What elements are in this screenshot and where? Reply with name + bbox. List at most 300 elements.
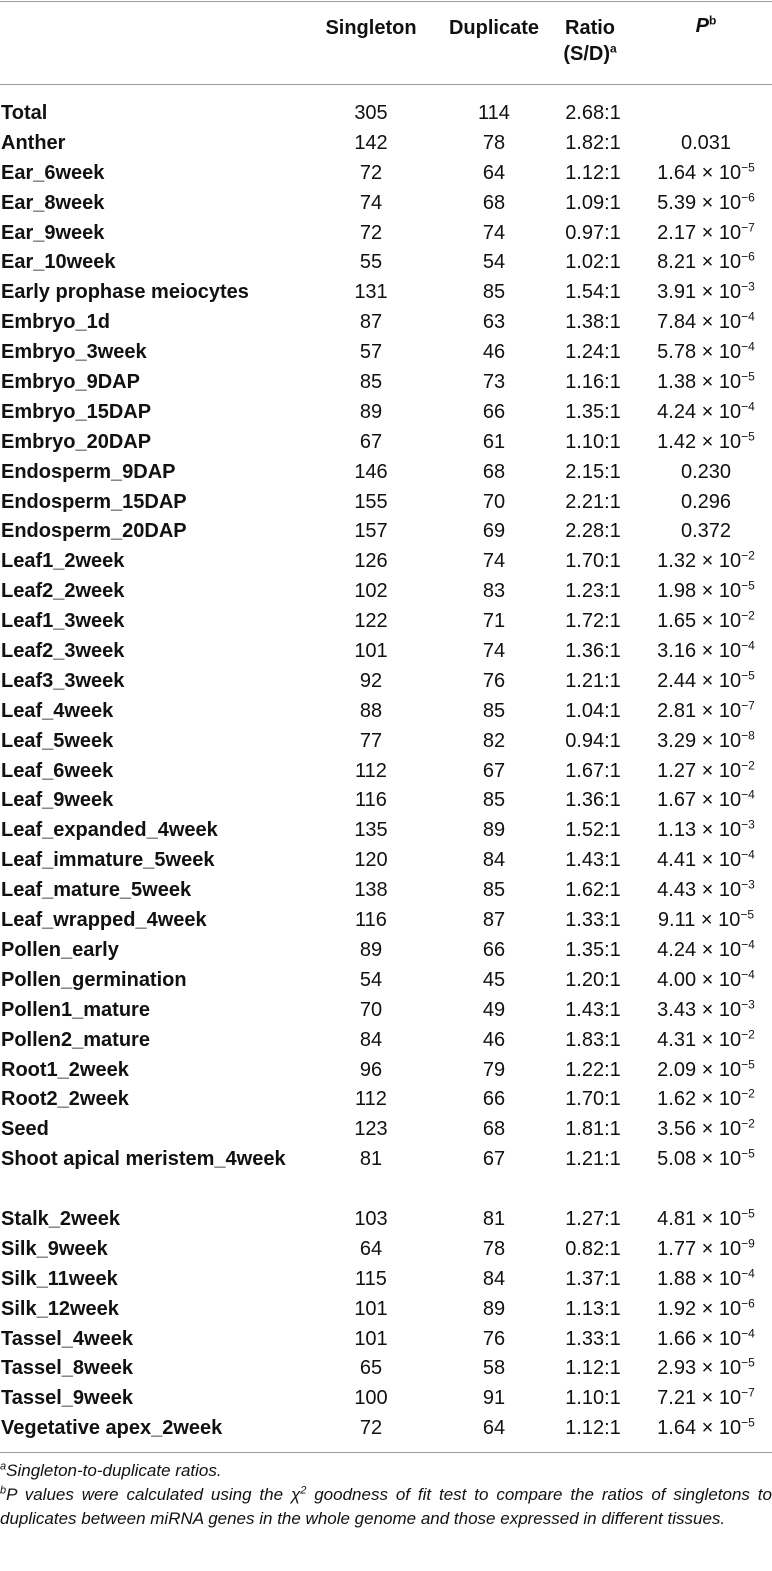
p-value-cell [640,1294,772,1324]
table-row [0,995,772,1025]
p-value-exponent: −6 [741,190,755,205]
p-value-cell [640,845,772,875]
p-value-exponent: −5 [741,1206,755,1221]
duplicate-cell: 85 [482,699,506,722]
p-value-cell [640,457,772,487]
duplicate-cell: 68 [482,1118,506,1141]
tissue-cell: Ear_9week [1,221,105,244]
header-ratio-line2: (S/D) [563,43,610,65]
p-value-mantissa: 1.77 × 10 [657,1237,742,1260]
duplicate-cell: 89 [482,819,506,842]
singleton-cell: 96 [359,1058,383,1081]
singleton-cell: 126 [354,550,388,573]
tissue-cell: Leaf3_3week [1,669,125,692]
singleton-cell: 101 [354,640,388,663]
header-ratio [550,15,630,67]
p-value-exponent: −2 [741,757,755,772]
tissue-cell: Embryo_15DAP [1,400,152,423]
ratio-cell: 1.38:1 [565,311,621,334]
duplicate-cell: 66 [482,938,506,961]
p-value-cell [640,636,772,666]
singleton-cell: 85 [359,371,383,394]
table-row [0,576,772,606]
table-row [0,427,772,457]
bottom-rule [0,1452,772,1453]
p-value-cell [640,277,772,307]
p-value-exponent: −2 [741,548,755,563]
p-value-cell [640,1383,772,1413]
duplicate-cell: 76 [482,1327,506,1350]
tissue-cell: Leaf_immature_5week [1,849,215,872]
singleton-cell: 77 [359,729,383,752]
duplicate-cell: 45 [482,968,506,991]
duplicate-cell: 84 [482,849,506,872]
p-value-mantissa: 4.24 × 10 [657,400,742,423]
duplicate-cell: 49 [482,998,506,1021]
tissue-cell: Ear_6week [1,161,105,184]
ratio-cell: 2.68:1 [565,102,621,124]
singleton-cell: 81 [359,1148,383,1171]
tissue-cell: Leaf_5week [1,729,114,752]
p-value-mantissa: 3.16 × 10 [657,640,742,663]
tissue-cell: Leaf2_3week [1,640,125,663]
singleton-cell: 72 [359,1417,383,1440]
ratio-cell: 1.36:1 [565,640,621,663]
p-value-exponent: −6 [741,1295,755,1310]
p-value-cell [640,815,772,845]
p-value-exponent: −2 [741,1026,755,1041]
tissue-cell: Anther [1,131,66,154]
p-value-mantissa: 4.00 × 10 [657,968,742,991]
singleton-cell: 100 [354,1387,388,1410]
ratio-cell: 1.02:1 [565,251,621,274]
p-value-mantissa: 7.21 × 10 [657,1387,742,1410]
table-row [0,935,772,965]
singleton-cell: 67 [359,430,383,453]
singleton-cell: 120 [354,849,388,872]
p-value-mantissa: 4.81 × 10 [657,1207,742,1230]
table-row [0,905,772,935]
singleton-cell: 103 [354,1207,388,1230]
ratio-cell: 2.28:1 [565,520,621,543]
p-value-mantissa: 2.44 × 10 [657,669,742,692]
p-value-cell [640,218,772,248]
singleton-cell: 142 [354,131,388,154]
p-value-mantissa: 1.98 × 10 [657,580,742,603]
p-value-mantissa: 7.84 × 10 [657,311,742,334]
ratio-cell: 1.04:1 [565,699,621,722]
p-value-cell [640,1084,772,1114]
footnote-b-chi: χ [290,1485,301,1504]
tissue-cell: Endosperm_15DAP [1,490,187,513]
table-row [0,247,772,277]
tissue-cell: Ear_8week [1,191,105,214]
p-value-mantissa: 1.13 × 10 [657,819,742,842]
ratio-cell: 1.33:1 [565,909,621,932]
header-duplicate: Duplicate [448,17,540,39]
p-value-mantissa: 3.91 × 10 [657,281,742,304]
header-rule [0,84,772,85]
duplicate-cell: 66 [482,1088,506,1111]
singleton-cell: 116 [355,909,387,932]
duplicate-cell: 67 [482,759,506,782]
singleton-cell: 102 [354,580,388,603]
table-row [0,1294,772,1324]
tissue-cell: Early prophase meiocytes [1,281,249,304]
tissue-cell: Silk_12week [1,1297,119,1320]
table-row [0,1234,772,1264]
p-value-mantissa: 8.21 × 10 [657,251,742,274]
p-value-exponent: −4 [741,339,755,354]
duplicate-cell: 68 [482,191,506,214]
tissue-cell: Silk_9week [1,1237,108,1260]
singleton-cell: 122 [354,610,388,633]
p-value-cell [640,247,772,277]
singleton-cell: 72 [359,161,383,184]
header-ratio-footnote-mark: a [609,41,617,56]
p-value-mantissa: 3.29 × 10 [657,729,742,752]
singleton-cell: 57 [359,341,383,364]
p-value-exponent: −2 [741,1116,755,1131]
table-row [0,367,772,397]
singleton-cell: 146 [354,460,388,483]
tissue-cell: Leaf_expanded_4week [1,819,218,842]
duplicate-cell: 89 [482,1297,506,1320]
p-value-cell [640,1353,772,1383]
singleton-cell: 92 [359,669,383,692]
table-row [0,1144,772,1204]
table-row [0,397,772,427]
p-value-exponent: −4 [741,967,755,982]
p-value-cell [640,128,772,158]
ratio-cell: 1.54:1 [565,281,621,304]
ratio-cell: 1.35:1 [565,400,621,423]
header-singleton: Singleton [325,17,417,39]
singleton-cell: 55 [359,251,383,274]
p-value-cell [640,1114,772,1144]
table-row [0,158,772,188]
tissue-cell: Leaf_mature_5week [1,879,192,902]
duplicate-cell: 73 [482,371,506,394]
duplicate-cell: 78 [482,131,506,154]
duplicate-cell: 70 [482,490,506,513]
singleton-cell: 101 [354,1297,388,1320]
p-value-mantissa: 5.78 × 10 [657,341,742,364]
tissue-cell: Leaf_9week [1,789,114,812]
p-value-cell [640,1055,772,1085]
tissue-cell: Embryo_9DAP [1,371,140,394]
p-value-exponent: −3 [741,279,755,294]
p-value-exponent: −5 [741,1056,755,1071]
tissue-cell: Pollen2_mature [1,1028,150,1051]
p-value-cell [640,756,772,786]
duplicate-cell: 74 [482,550,506,573]
singleton-cell: 112 [355,1088,387,1111]
table-row [0,128,772,158]
ratio-cell: 1.82:1 [565,131,621,154]
duplicate-cell: 82 [482,729,506,752]
singleton-cell: 74 [359,191,383,214]
table-row [0,1264,772,1294]
p-value-cell [640,487,772,517]
table-row [0,696,772,726]
ratio-cell: 1.12:1 [565,161,621,184]
singleton-cell: 155 [354,490,388,513]
table-row [0,1055,772,1085]
tissue-cell: Total [1,102,48,124]
ratio-cell: 1.70:1 [565,1088,621,1111]
ratio-cell: 1.67:1 [565,759,621,782]
p-value-exponent: −5 [741,1355,755,1370]
table-row [0,875,772,905]
table-row [0,546,772,576]
footnote-b-text-2: goodness of fit test to compare the ratios of singletons to duplicates between miRNA genes in the whole genome and those expressed in different tissues. [0,1485,772,1528]
ratio-cell: 1.09:1 [565,191,621,214]
table-row [0,965,772,995]
duplicate-cell: 61 [482,430,506,453]
duplicate-cell: 69 [482,520,506,543]
tissue-cell: Leaf_4week [1,699,114,722]
p-value-exponent: −4 [741,399,755,414]
p-value-cell [640,606,772,636]
tissue-cell: Silk_11week [1,1267,118,1290]
duplicate-cell: 63 [482,311,506,334]
duplicate-cell: 64 [482,161,506,184]
duplicate-cell: 114 [478,102,510,124]
ratio-cell: 1.10:1 [565,430,621,453]
p-value-mantissa: 4.24 × 10 [657,938,742,961]
footnote-b-mark: b [0,1484,7,1497]
p-value-mantissa: 2.93 × 10 [657,1357,742,1380]
duplicate-cell: 58 [482,1357,506,1380]
p-value-cell [640,546,772,576]
table-row [0,606,772,636]
table-row [0,845,772,875]
duplicate-cell: 67 [482,1148,506,1171]
ratio-cell: 2.21:1 [565,490,621,513]
tissue-cell: Embryo_3week [1,341,147,364]
ratio-cell: 1.35:1 [565,938,621,961]
p-value-mantissa: 1.64 × 10 [657,161,742,184]
tissue-cell: Root1_2week [1,1058,129,1081]
duplicate-cell: 74 [482,640,506,663]
p-value-mantissa: 1.88 × 10 [657,1267,742,1290]
ratio-cell: 1.12:1 [565,1357,621,1380]
p-value-exponent: −5 [741,578,755,593]
singleton-cell: 157 [354,520,388,543]
table-row [0,785,772,815]
p-value-mantissa: 4.31 × 10 [657,1028,742,1051]
p-value-exponent: −4 [741,1266,755,1281]
ratio-cell: 1.36:1 [565,789,621,812]
ratio-cell: 1.10:1 [565,1387,621,1410]
p-value-exponent: −3 [741,877,755,892]
p-value-mantissa: 1.67 × 10 [657,789,742,812]
p-value-exponent: −5 [741,429,755,444]
p-value-mantissa: 4.43 × 10 [657,879,742,902]
singleton-cell: 89 [359,938,383,961]
p-value-mantissa: 0.230 [680,460,732,483]
p-value-cell [640,905,772,935]
ratio-cell: 1.21:1 [565,669,621,692]
p-value-exponent: −7 [741,1385,755,1400]
table-row [0,1025,772,1055]
p-value-mantissa: 2.81 × 10 [657,699,742,722]
duplicate-cell: 84 [482,1267,506,1290]
p-value-mantissa: 1.27 × 10 [657,759,742,782]
singleton-cell: 64 [359,1237,383,1260]
p-value-mantissa: 1.65 × 10 [657,610,742,633]
p-value-mantissa: 1.32 × 10 [657,550,742,573]
p-value-exponent: −6 [741,249,755,264]
table-row [0,98,772,128]
p-value-cell [640,1234,772,1264]
tissue-cell: Tassel_9week [1,1387,133,1410]
p-value-mantissa: 0.372 [680,520,732,543]
duplicate-cell: 78 [482,1237,506,1260]
p-value-cell [640,188,772,218]
duplicate-cell: 87 [482,909,506,932]
table-row [0,218,772,248]
tissue-cell: Leaf_6week [1,759,114,782]
ratio-cell: 0.97:1 [565,221,621,244]
duplicate-cell: 64 [482,1417,506,1440]
p-value-exponent: −8 [741,728,755,743]
tissue-cell: Seed [1,1118,49,1141]
tissue-cell: Endosperm_20DAP [1,520,187,543]
footnote-b-chi-sup: 2 [300,1484,307,1497]
p-value-exponent: −5 [741,369,755,384]
table-row [0,516,772,546]
singleton-cell: 116 [355,789,387,812]
ratio-cell: 1.27:1 [565,1207,621,1230]
duplicate-cell: 68 [482,460,506,483]
tissue-cell: Pollen_germination [1,968,187,991]
p-value-mantissa: 1.64 × 10 [657,1417,742,1440]
table-row [0,756,772,786]
footnote-b-text-1: values were calculated using the [16,1485,291,1504]
p-value-exponent: −5 [740,907,755,922]
tissue-cell: Pollen1_mature [1,998,150,1021]
p-value-exponent: −7 [741,698,755,713]
singleton-cell: 135 [354,819,388,842]
footnote-b-p: P [6,1485,17,1504]
ratio-cell: 1.22:1 [565,1058,621,1081]
tissue-cell: Leaf_wrapped_4week [1,909,207,932]
p-value-cell [640,576,772,606]
p-value-exponent: −5 [741,1146,755,1161]
p-value-cell [640,158,772,188]
p-value-exponent: −5 [741,160,755,175]
table-row [0,277,772,307]
duplicate-cell: 81 [482,1207,506,1230]
table-row [0,487,772,517]
tissue-cell: Leaf2_2week [1,580,125,603]
singleton-cell: 70 [359,998,383,1021]
ratio-cell: 0.94:1 [565,729,621,752]
singleton-cell: 123 [354,1118,388,1141]
duplicate-cell: 71 [482,610,506,633]
footnote-b [0,1483,772,1531]
ratio-cell: 1.20:1 [565,968,621,991]
tissue-cell: Stalk_2week [1,1207,120,1230]
singleton-cell: 138 [354,879,388,902]
ratio-cell: 2.15:1 [565,460,621,483]
singleton-cell: 54 [359,968,383,991]
tissue-cell: Tassel_8week [1,1357,133,1380]
tissue-cell: Leaf1_3week [1,610,125,633]
ratio-cell: 1.81:1 [565,1118,621,1141]
header-p-value [640,13,772,39]
p-value-cell [640,1204,772,1234]
p-value-mantissa: 1.62 × 10 [657,1088,742,1111]
p-value-exponent: −4 [741,847,755,862]
duplicate-cell: 83 [482,580,506,603]
p-value-cell [640,337,772,367]
p-value-mantissa: 9.11 × 10 [657,909,741,932]
duplicate-cell: 46 [482,1028,506,1051]
p-value-cell [640,965,772,995]
ratio-cell: 1.72:1 [565,610,621,633]
duplicate-cell: 85 [482,789,506,812]
ratio-cell: 1.13:1 [565,1297,621,1320]
p-value-exponent: −5 [741,668,755,683]
p-value-mantissa: 1.38 × 10 [657,371,742,394]
duplicate-cell: 91 [482,1387,506,1410]
table-row [0,1084,772,1114]
p-value-mantissa: 2.09 × 10 [657,1058,742,1081]
tissue-cell: Pollen_early [1,938,119,961]
tissue-cell: Vegetative apex_2week [1,1417,223,1440]
ratio-cell: 0.82:1 [565,1237,621,1260]
footnote-a-text: Singleton-to-duplicate ratios. [6,1461,222,1480]
p-value-mantissa: 3.56 × 10 [657,1118,742,1141]
p-value-exponent: −2 [741,608,755,623]
p-value-cell [640,397,772,427]
ratio-cell: 1.24:1 [565,341,621,364]
tissue-cell: Tassel_4week [1,1327,133,1350]
p-value-cell [640,427,772,457]
ratio-cell: 1.43:1 [565,849,621,872]
table-row [0,666,772,696]
p-value-cell [640,726,772,756]
p-value-cell [640,666,772,696]
footnote-a-mark: a [0,1460,7,1473]
table-body [0,98,772,1443]
p-value-cell [640,1025,772,1055]
ratio-cell: 1.21:1 [565,1148,621,1171]
p-value-cell [640,307,772,337]
table-row [0,815,772,845]
tissue-cell: Embryo_1d [1,311,110,334]
table-row [0,337,772,367]
tissue-cell: Endosperm_9DAP [1,460,176,483]
singleton-cell: 84 [359,1028,383,1051]
p-value-mantissa: 4.41 × 10 [657,849,742,872]
p-value-exponent: −2 [741,1086,755,1101]
p-value-exponent: −5 [741,1415,755,1430]
duplicate-cell: 46 [482,341,506,364]
table-row [0,1413,772,1443]
p-value-cell [640,1264,772,1294]
ratio-cell: 1.83:1 [565,1028,621,1051]
singleton-cell: 305 [354,102,388,124]
tissue-cell: Embryo_20DAP [1,430,152,453]
table-row [0,1383,772,1413]
p-value-exponent: −7 [741,219,755,234]
duplicate-cell: 76 [482,669,506,692]
p-value-cell [640,785,772,815]
